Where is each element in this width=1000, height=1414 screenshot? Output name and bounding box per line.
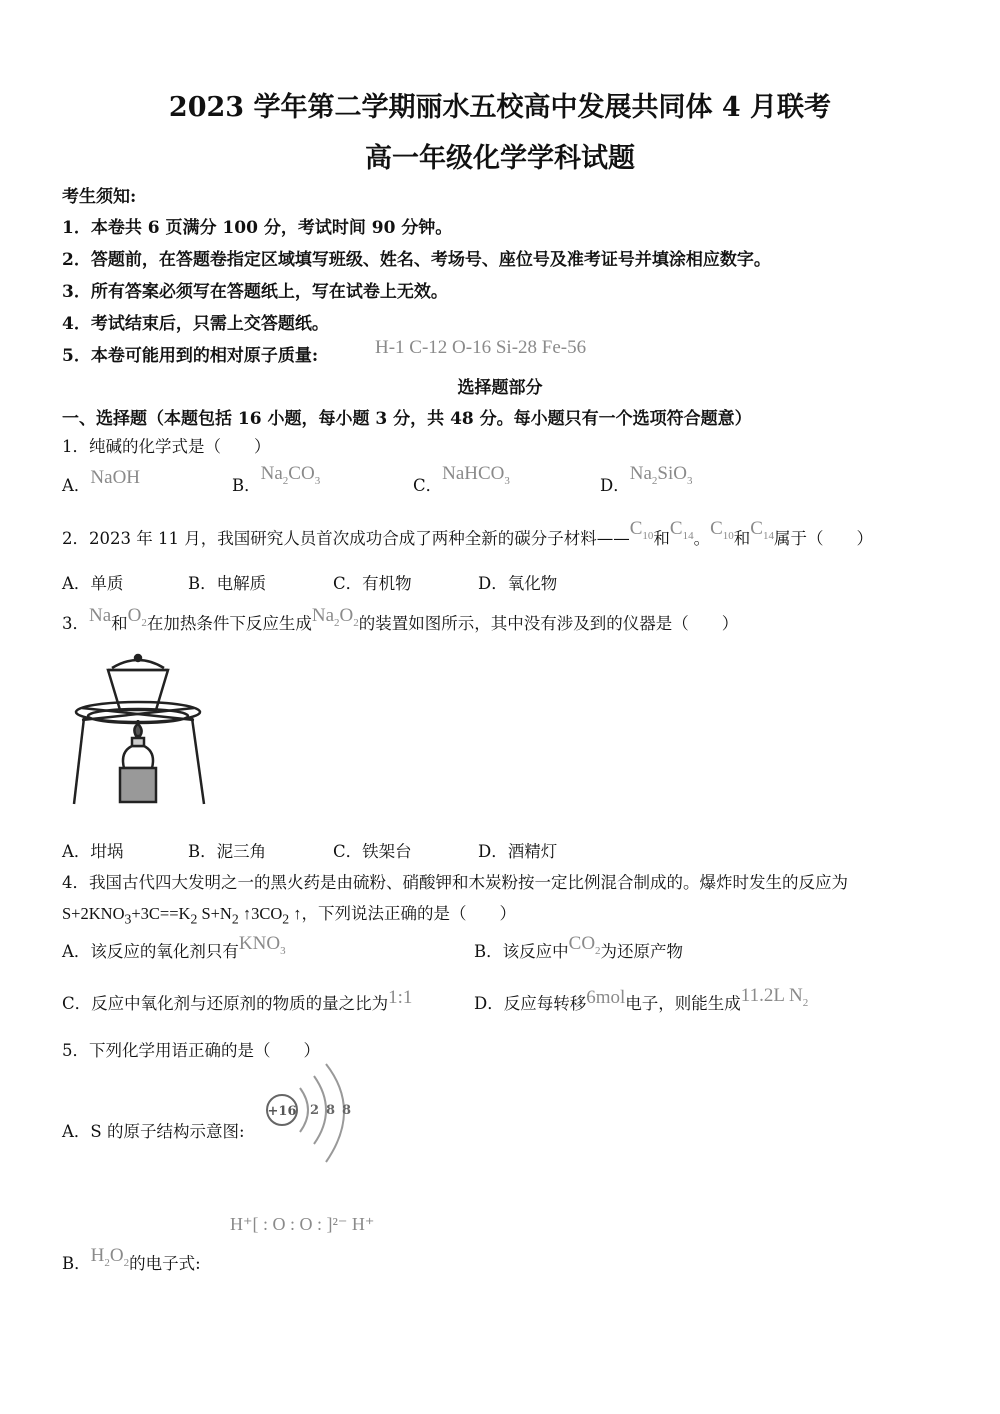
h2o2-electron-formula: H⁺[ : O : O : ]²⁻ H⁺ (230, 1214, 375, 1234)
notice-item-1: 1．本卷共 6 页满分 100 分，考试时间 90 分钟。 (62, 218, 453, 238)
q5-stem: 5．下列化学用语正确的是（ ） (62, 1041, 320, 1060)
q4-equation: $S+2KNO_3+3C==K_2$ $S+N_2$ $↑3CO_2$ ↑，下列说法正确的是（ ） (62, 904, 517, 927)
q1-stem: 1．纯碱的化学式是（ ） (62, 437, 271, 456)
q4-line1: 4．我国古代四大发明之一的黑火药是由硫粉、硝酸钾和木炭粉按一定比例混合制成的。爆炸时发生的反应为 (62, 873, 848, 892)
q3-option-d: D．酒精灯 (478, 842, 558, 861)
q4-option-c: C．反应中氧化剂与还原剂的物质的量之比为1:1 (62, 987, 413, 1013)
q3-option-b: B．泥三角 (188, 842, 267, 861)
q4-option-a: A．该反应的氧化剂只有$KNO_3$ (62, 933, 286, 961)
atomic-masses: H-1 C-12 O-16 Si-28 Fe-56 (375, 337, 587, 358)
q4-option-d: D．反应每转移6mol电子，则能生成11.2L $N_2$ (474, 985, 809, 1013)
q2-option-a: A．单质 (62, 574, 124, 593)
q3-option-c: C．铁架台 (333, 842, 412, 861)
apparatus-figure (62, 648, 212, 810)
q2-stem: 2．2023 年 11 月，我国研究人员首次成功合成了两种全新的碳分子材料$——C_{10}$和$C_{14}$。$C_{10}$和$C_{14}$属于（ ） (62, 518, 873, 548)
shell-3-count: 8 (342, 1103, 352, 1118)
q3-stem: 3．Na和$O_2$在加热条件下反应生成$Na_2O_2$的装置如图所示，其中没有涉及到的仪器是（ ） (62, 605, 739, 633)
q1-option-c: C．NaHCO$_3$ (413, 463, 510, 495)
sulfur-atom-diagram (262, 1060, 372, 1172)
notice-heading: 考生须知: (62, 187, 137, 207)
nucleus-charge: +16 (267, 1104, 297, 1119)
q5-option-b: B．$H_2O_2$的电子式: (62, 1245, 201, 1273)
notice-item-4: 4．考试结束后，只需上交答题纸。 (62, 314, 329, 334)
exam-title: 2023 学年第二学期丽水五校高中发展共同体 4 月联考 (168, 92, 832, 123)
q5-option-a: A．S 的原子结构示意图: (62, 1122, 245, 1141)
section-heading: 一、选择题（本题包括 16 小题，每小题 3 分，共 48 分。每小题只有一个选项符合题意） (62, 409, 752, 429)
q4-option-b: B．该反应中$CO_2$为还原产物 (474, 933, 684, 961)
q1-option-d: D．$Na_2SiO_3$ (600, 463, 693, 495)
shell-2-count: 8 (326, 1103, 336, 1118)
q2-option-c: C．有机物 (333, 574, 412, 593)
notice-item-5: 5．本卷可能用到的相对原子质量: (62, 346, 319, 366)
q1-option-b: B．$Na_2CO_3$ (232, 463, 321, 495)
notice-item-2: 2．答题前，在答题卷指定区域填写班级、姓名、考场号、座位号及准考证号并填涂相应数字。 (62, 250, 771, 270)
q1-a-formula: NaOH (90, 467, 141, 488)
q3-option-a: A．坩埚 (62, 842, 124, 861)
notice-item-3: 3．所有答案必须写在答题纸上，写在试卷上无效。 (62, 282, 448, 302)
exam-subtitle: 高一年级化学学科试题 (365, 143, 635, 174)
shell-1-count: 2 (310, 1103, 320, 1118)
part-title: 选择题部分 (457, 378, 543, 398)
q1-option-a: A．NaOH (62, 467, 141, 495)
q2-option-b: B．电解质 (188, 574, 267, 593)
q2-option-d: D．氧化物 (478, 574, 558, 593)
